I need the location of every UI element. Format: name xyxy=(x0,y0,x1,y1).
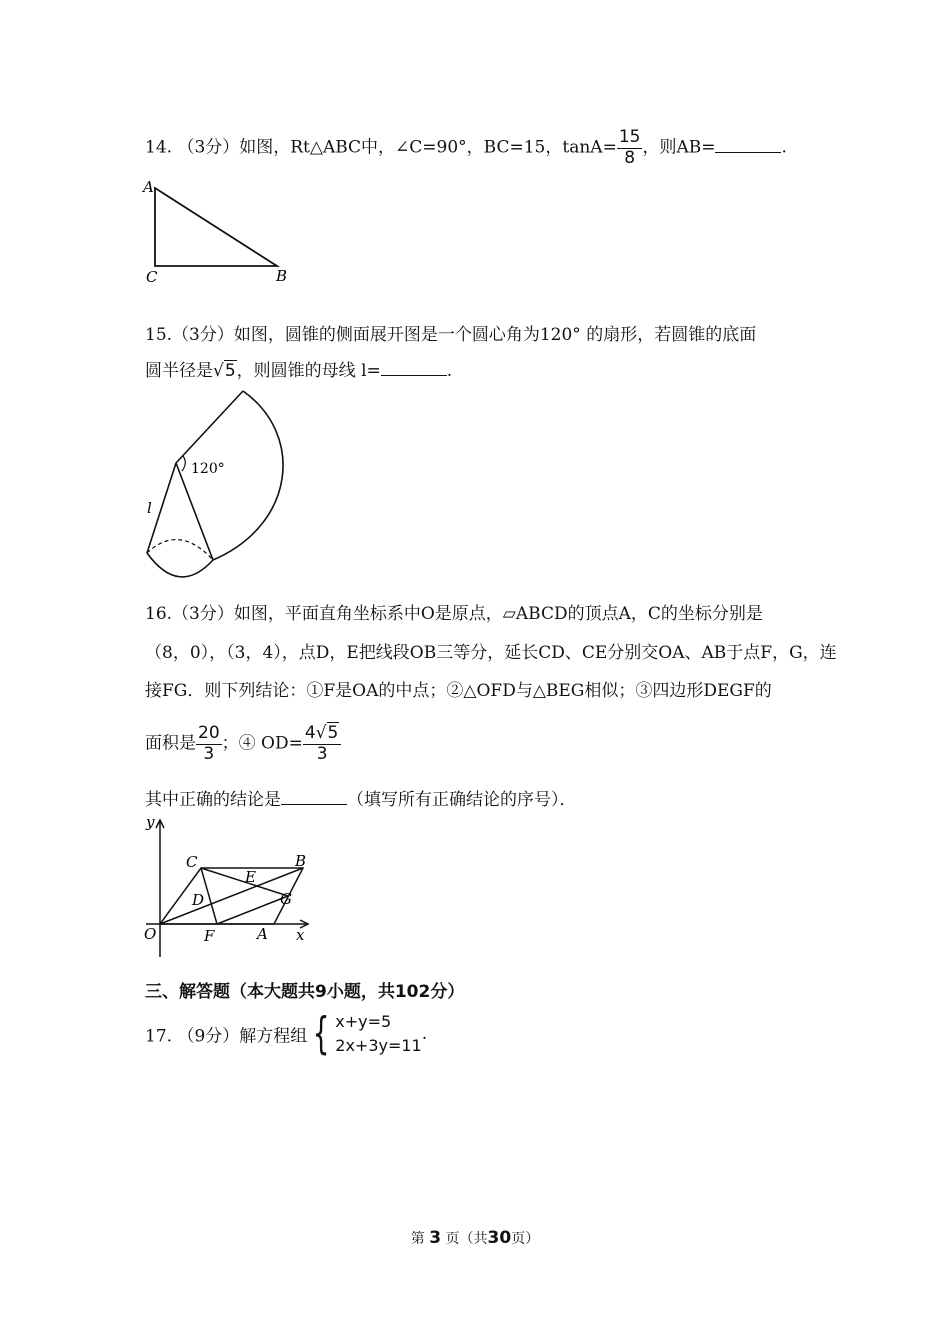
footer-a: 第 xyxy=(410,1231,425,1247)
q16-line3: 接FG．则下列结论：①F是OA的中点；②△OFD与△BEG相似；③四边形DEGF的 xyxy=(145,681,772,701)
q16-line2: （8，0），（3，4），点D，E把线段OB三等分，延长CD、CE分别交OA、AB于点F，G，连 xyxy=(145,643,837,663)
q16-frac2-coef: 4 xyxy=(304,723,316,743)
label-a: A xyxy=(143,178,154,196)
q16-line1: 16.（3分）如图，平面直角坐标系中O是原点，▱ABCD的顶点A，C的坐标分别是 xyxy=(145,604,763,624)
q14-triangle-figure xyxy=(140,178,300,288)
sector-radius-top xyxy=(176,391,243,463)
label-l: l xyxy=(147,499,152,517)
line-fg xyxy=(217,896,288,924)
q17-text: 17. （9分）解方程组 xyxy=(145,1026,308,1047)
q15-line2-a: 圆半径是 xyxy=(145,361,213,381)
q14-fraction xyxy=(617,128,643,168)
q14-frac-num: 15 xyxy=(618,127,641,147)
cone-base-back xyxy=(147,540,213,560)
label-c: C xyxy=(146,268,158,286)
label-f: F xyxy=(204,927,215,945)
q15-answer-blank xyxy=(381,374,447,376)
q16-frac2-radicand: 5 xyxy=(327,723,339,743)
label-x: x xyxy=(296,926,305,944)
q17-eq1: x+y=5 xyxy=(335,1012,392,1031)
angle-arc xyxy=(182,456,185,471)
q15-line1: 15.（3分）如图，圆锥的侧面展开图是一个圆心角为120° 的扇形，若圆锥的底面 xyxy=(145,325,757,345)
label-c: C xyxy=(186,853,198,871)
angle-label: 120° xyxy=(191,461,225,477)
q16-frac2-sqrt: √5 xyxy=(315,723,339,743)
q17-line xyxy=(145,1010,427,1058)
label-y: y xyxy=(146,813,155,831)
footer-total-pages: 30 xyxy=(487,1228,512,1248)
footer-c: 页） xyxy=(511,1231,540,1247)
label-o: O xyxy=(144,925,157,943)
label-b: B xyxy=(295,852,307,870)
q16-answer-blank xyxy=(281,803,347,805)
q16-frac1-den: 3 xyxy=(203,743,215,764)
q15-cone-figure xyxy=(135,385,295,585)
q16-line5-b: （填写所有正确结论的序号）． xyxy=(347,790,577,810)
q17-brace: { xyxy=(312,1008,330,1059)
label-e: E xyxy=(245,868,256,886)
label-g: G xyxy=(280,890,292,908)
q14-text-b: ，则AB= xyxy=(642,137,716,158)
q14-frac-den: 8 xyxy=(624,147,636,168)
label-b: B xyxy=(276,267,288,285)
q14-text xyxy=(145,128,787,168)
q16-line4-b: ；④ OD= xyxy=(221,733,303,754)
q15-line2 xyxy=(145,356,452,381)
footer-page-number: 3 xyxy=(429,1228,442,1248)
label-a: A xyxy=(257,925,268,943)
triangle-abc xyxy=(155,188,277,266)
cone-base-front xyxy=(147,553,213,577)
section-heading: 三、解答题（本大题共9小题，共102分） xyxy=(145,982,465,1002)
q16-frac1-num: 20 xyxy=(198,723,220,743)
footer-b: 页（共 xyxy=(445,1231,488,1247)
q15-sqrt: √5 xyxy=(213,361,236,381)
q17-period: . xyxy=(421,1024,428,1044)
q16-line5 xyxy=(145,785,577,810)
q15-period: . xyxy=(446,361,453,381)
q14-answer-blank xyxy=(715,151,781,153)
page-footer xyxy=(0,1228,950,1248)
q14-period: . xyxy=(781,137,787,158)
q16-fraction-area xyxy=(196,724,222,764)
q15-line2-b: ，则圆锥的母线 l= xyxy=(236,361,381,381)
q16-line4 xyxy=(145,724,341,764)
q16-line5-a: 其中正确的结论是 xyxy=(145,790,281,810)
q15-sqrt-radicand: 5 xyxy=(224,361,236,381)
q16-line4-a: 面积是 xyxy=(145,733,196,754)
q17-equation-system xyxy=(335,1010,421,1058)
q14-text-a: 14. （3分）如图，Rt△ABC中，∠C=90°，BC=15，tanA= xyxy=(145,137,617,158)
cone-slant-right xyxy=(176,463,213,560)
label-d: D xyxy=(192,891,205,909)
q16-coordinate-figure xyxy=(138,812,318,962)
q16-fraction-od xyxy=(303,724,342,764)
q17-eq2: 2x+3y=11 xyxy=(335,1036,422,1055)
q16-frac2-den: 3 xyxy=(316,743,328,764)
